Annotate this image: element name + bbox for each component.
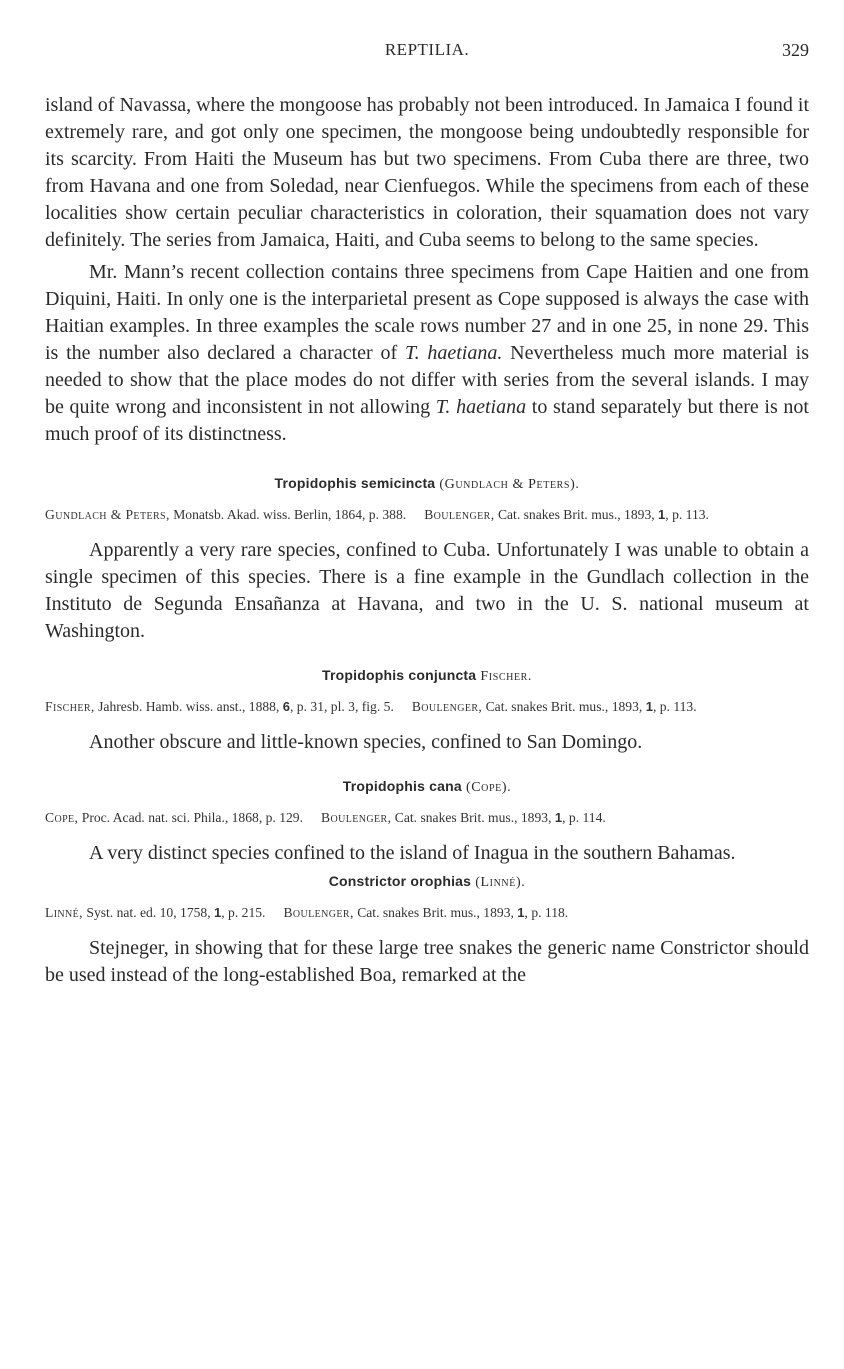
species-heading	[45, 873, 809, 891]
species-paragraph: A very distinct species confined to the island of Inagua in the southern Bahamas.	[89, 842, 736, 865]
species-name: Constrictor orophias	[328, 873, 472, 890]
species-heading	[45, 475, 809, 493]
ref-text: , p. 215.	[221, 905, 266, 921]
ref-text: Cat. snakes Brit. mus., 1893,	[391, 810, 555, 826]
reference-citation	[45, 697, 809, 716]
species-authority: (Linné).	[475, 875, 526, 891]
species-heading	[45, 778, 809, 796]
page-number: 329	[782, 40, 809, 60]
ref-text: Proc. Acad. nat. sci. Phila., 1868, p. 129.	[78, 810, 304, 826]
ref-text: , p. 31, pl. 3, fig. 5.	[290, 699, 394, 715]
ref-text: , p. 113.	[652, 699, 697, 715]
ref-volume: 1	[214, 905, 222, 921]
ref-author: Boulenger,	[424, 506, 495, 522]
mann-text-1: Mr. Mann’s recent collection contains three specimens from Cape Haitien and one from Diquini, Haiti. In only one is the interparietal present as Cope supposed is always the case with Haitian examples. In three examples the scale rows number 27 and in one 25, in none 29. This is the number also declared a character of	[45, 261, 809, 365]
species-heading	[45, 667, 809, 685]
reference-citation	[45, 808, 809, 827]
species-authority: (Gundlach & Peters).	[439, 476, 580, 492]
intro-paragraph: island of Navassa, where the mongoose has probably not been introduced. In Jamaica I found it extremely rare, and got only one specimen, the mongoose being undoubtedly responsible for its scarcity. From Haiti the Museum has but two specimens. From Cuba there are three, two from Havana and one from Soledad, near Cienfuegos. While the specimens from each of these localities show certain peculiar characteristics in coloration, their squamation does not vary definitely. The series from Jamaica, Haiti, and Cuba seems to belong to the same species.	[45, 94, 809, 251]
ref-text: Monatsb. Akad. wiss. Berlin, 1864, p. 388.	[169, 506, 407, 522]
running-head: REPTILIA.	[384, 40, 470, 59]
species-paragraph: Stejneger, in showing that for these large tree snakes the generic name Constrictor should be used instead of the long-established Boa, remarked at the	[45, 937, 809, 987]
ref-volume: 1	[645, 699, 653, 715]
reference-citation	[45, 903, 809, 922]
ref-text: Jahresb. Hamb. wiss. anst., 1888,	[94, 699, 283, 715]
ref-text: , p. 114.	[562, 810, 606, 826]
ref-text: Cat. snakes Brit. mus., 1893,	[482, 699, 646, 715]
mann-paragraph	[45, 259, 809, 447]
species-name: Tropidophis cana	[342, 778, 462, 795]
mann-text-2: Nevertheless much more material is needed to show that the place modes do not differ with series from the several islands. I may be quite wrong and inconsistent in not allowing	[45, 342, 809, 418]
ref-volume: 6	[282, 699, 290, 715]
species-name: Tropidophis semicincta	[274, 474, 436, 491]
ref-text: Cat. snakes Brit. mus., 1893,	[353, 905, 518, 921]
species-name-italic: T. haetiana.	[404, 342, 503, 365]
ref-author: Boulenger,	[321, 810, 392, 826]
ref-author: Fischer,	[45, 699, 95, 715]
species-authority: (Cope).	[465, 780, 512, 796]
species-name: Tropidophis conjuncta	[321, 667, 477, 684]
ref-text: , p. 118.	[524, 905, 569, 921]
ref-volume: 1	[658, 506, 666, 522]
ref-author: Boulenger,	[283, 905, 354, 921]
species-paragraph: Apparently a very rare species, confined to Cuba. Unfortunately I was unable to obtain a single specimen of this species. There is a fine example in the Gundlach collection in the Instituto de Segunda Ensañanza at Havana, and two in the U. S. national museum at Washington.	[45, 538, 809, 642]
ref-author: Cope,	[45, 810, 79, 826]
ref-author: Gundlach & Peters,	[45, 506, 170, 522]
ref-text: Syst. nat. ed. 10, 1758,	[82, 905, 215, 921]
ref-volume: 1	[517, 905, 525, 921]
reference-citation	[45, 505, 809, 524]
species-paragraph: Another obscure and little-known species, confined to San Domingo.	[89, 731, 643, 754]
ref-volume: 1	[554, 810, 563, 826]
ref-text: , p. 113.	[665, 506, 709, 522]
page-header	[45, 40, 809, 70]
ref-text: Cat. snakes Brit. mus., 1893,	[494, 506, 659, 522]
species-name-italic: T. haetiana	[435, 395, 527, 418]
ref-author: Boulenger,	[411, 699, 483, 715]
document-page	[45, 40, 809, 989]
ref-author: Linné,	[45, 905, 83, 921]
species-authority: Fischer.	[480, 669, 533, 685]
mann-text-3: to stand separately but there is not much proof of its distinctness.	[45, 395, 809, 445]
